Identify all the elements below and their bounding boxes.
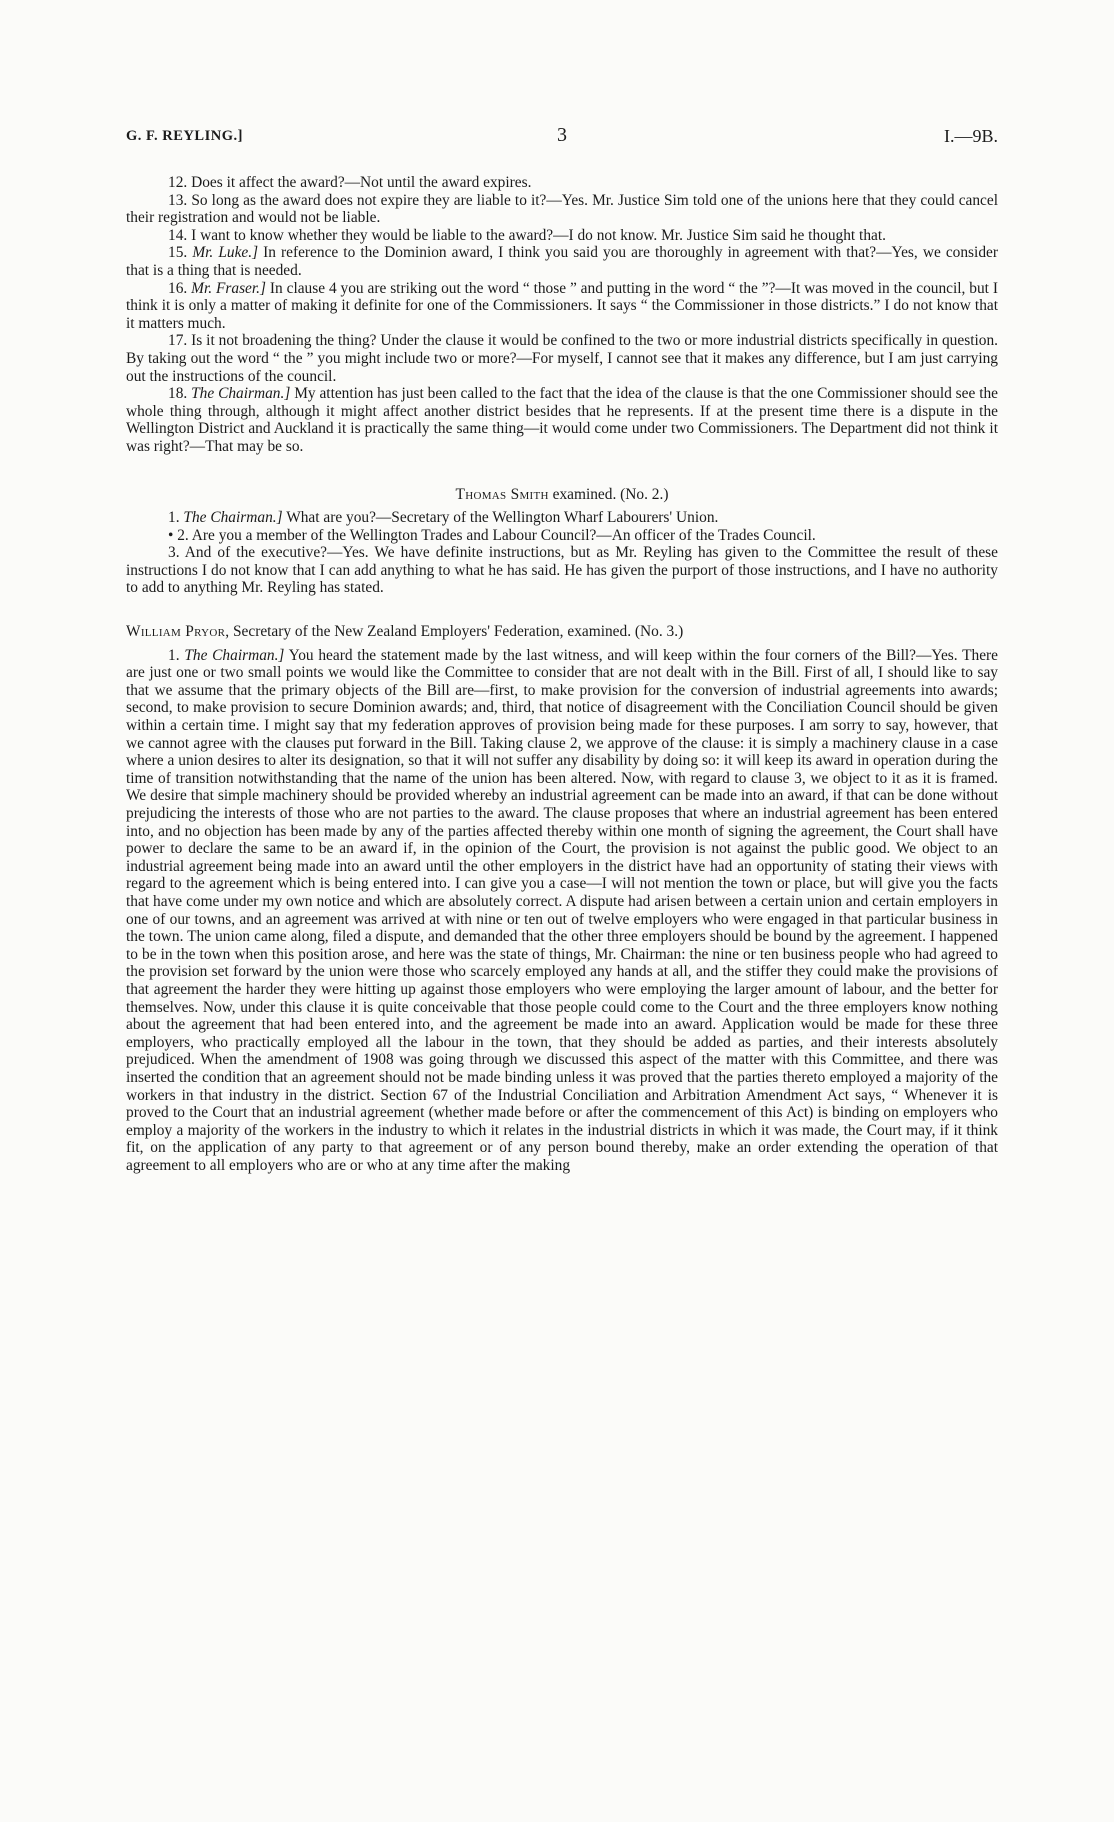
answer-text: Is it not broadening the thing? Under the clause it would be confined to the two or more industrial districts specifically in question. By taking out the word “ the ” you might include two or more?—For myself, I cannot see that it makes any difference, but I am just carrying out the instructions of the council.	[126, 332, 998, 385]
question-number: 18.	[168, 385, 188, 403]
page-header	[126, 124, 998, 154]
question-paragraph	[126, 192, 998, 227]
answer-text: So long as the award does not expire they are liable to it?—Yes. Mr. Justice Sim told one of the unions here that they could cancel their registration and would not be liable.	[126, 191, 998, 227]
witness-name: William Pryor	[126, 623, 226, 641]
reyling-testimony	[126, 174, 998, 456]
speaker-label: Mr. Fraser.]	[191, 279, 267, 297]
question-number: 13.	[168, 191, 188, 209]
question-paragraph	[126, 647, 998, 1175]
question-paragraph	[126, 509, 998, 527]
question-number: 14.	[168, 226, 188, 244]
answer-text: And of the executive?—Yes. We have definite instructions, but as Mr. Reyling has given to the Committee the result of these instructions I do not know that I can add anything to what he has said. He has given the purport of those instructions, and I have no authority to add to anything Mr. Reyling has stated.	[126, 544, 998, 597]
speaker-label: The Chairman.]	[184, 646, 285, 664]
question-number: 3.	[168, 544, 180, 562]
question-paragraph	[126, 174, 998, 192]
page-number: 3	[557, 124, 567, 146]
document-reference: I.—9B.	[944, 126, 998, 146]
question-paragraph	[126, 544, 998, 597]
speaker-label: Mr. Luke.]	[192, 244, 259, 262]
answer-text: Are you a member of the Wellington Trades and Labour Council?—An officer of the Trades Council.	[191, 526, 816, 544]
question-paragraph	[126, 244, 998, 279]
smith-testimony	[126, 509, 998, 597]
question-paragraph	[126, 227, 998, 245]
document-body	[126, 174, 998, 1174]
pryor-testimony	[126, 647, 998, 1175]
witness-heading-rest: , Secretary of the New Zealand Employers' Federation, examined. (No. 3.)	[225, 623, 684, 641]
question-paragraph	[126, 527, 998, 545]
question-paragraph	[126, 332, 998, 385]
answer-text: In reference to the Dominion award, I think you said you are thoroughly in agreement with that?—Yes, we consider that is a thing that is needed.	[126, 244, 998, 279]
question-number: 1.	[168, 646, 180, 664]
answer-text: In clause 4 you are striking out the word “ those ” and putting in the word “ the ”?—It was moved in the council, but I think it is only a matter of making it definite for one of the Commissioners. It says “ the Commissioner in those districts.” I do not know that it matters much.	[126, 279, 998, 332]
question-number: 1.	[168, 509, 180, 527]
question-number: 15.	[168, 244, 188, 262]
answer-text: My attention has just been called to the fact that the idea of the clause is that the one Commissioner should see the whole thing through, although it might affect another district besides that he represents. If at the present time there is a dispute in the Wellington District and Auckland it is practically the same thing—it would come under two Commissioners. The Department did not think it was right?—That may be so.	[126, 385, 998, 455]
answer-text: I want to know whether they would be liable to the award?—I do not know. Mr. Justice Sim said he thought that.	[191, 226, 886, 244]
witness-name: Thomas Smith	[455, 485, 549, 503]
question-number: 16.	[168, 279, 188, 297]
witness-heading-rest: examined. (No. 2.)	[548, 485, 669, 503]
speaker-label: The Chairman.]	[183, 509, 283, 527]
speaker-label: The Chairman.]	[191, 385, 291, 403]
witness-heading	[126, 486, 998, 504]
question-number: 12.	[168, 174, 188, 191]
answer-text: Does it affect the award?—Not until the award expires.	[191, 174, 532, 191]
witness-heading	[126, 623, 998, 641]
answer-text: You heard the statement made by the last witness, and will keep within the four corners of the Bill?—Yes. There are just one or two small points we would like the Committee to consider that are not dealt with in the Bill. First of all, I should like to say that we assume that the primary objects of the Bill are—first, to make provision for the conversion of industrial agreements into awards; second, to make provision to secure Dominion awards; and, third, that notice of disagreement with the Conciliation Council should be given within a certain time. I might say that my federation approves of provision being made for these purposes. I am sorry to say, however, that we cannot agree with the clauses put forward in the Bill. Taking clause 2, we approve of the clause: it is simply a machinery clause in a case where a union desires to alter its designation, so that it will not suffer any disability by doing so: it will keep its award in operation during the time of transition notwithstanding that the name of the union has been altered. Now, with regard to clause 3, we object to it as it is framed. We desire that simple machinery should be provided whereby an industrial agreement can be made into an award, if that can be done without prejudicing the interests of those who are not parties to the award. The clause proposes that where an industrial agreement has been entered into, and no objection has been made by any of the parties affected thereby within one month of signing the agreement, the Court shall have power to declare the same to be an award if, in the opinion of the Court, the provision is not against the public good. We object to an industrial agreement being made into an award until the other employers in the district have had an opportunity of stating their views with regard to the agreement which is being entered into. I can give you a case—I will not mention the town or place, but will give you the facts that have come under my own notice and which are absolutely correct. A dispute had arisen between a certain union and certain employers in one of our towns, and an agreement was arrived at with nine or ten out of twelve employers who were engaged in that particular business in the town. The union came along, filed a dispute, and demanded that the other three employers should be bound by the agreement. I happened to be in the town when this position arose, and here was the state of things, Mr. Chairman: the nine or ten business people who had agreed to the provision set forward by the union were those who scarcely employed any hands at all, and the stiffer they could make the provisions of that agreement the harder they were hitting up against those employers who were employing the larger amount of labour, and the better for themselves. Now, under this clause it is quite conceivable that those people could come to the Court and the three employers know nothing about the agreement that had been entered into, and the agreement be made into an award. Application would be made for these three employers, who practically employed all the labour in the town, that they should be added as parties, and their interests absolutely prejudiced. When the amendment of 1908 was going through we discussed this aspect of the matter with this Committee, and there was inserted the condition that an agreement should not be made binding unless it was proved that the parties thereto employed a majority of the workers in that industry in the district. Section 67 of the Industrial Conciliation and Arbitration Amendment Act says, “ Whenever it is proved to the Court that an industrial agreement (whether made before or after the commencement of this Act) is binding on employers who employ a majority of the workers in the industry to which it relates in the industrial districts in which it was made, the Court may, if it think fit, on the application of any party to that agreement or of any person bound thereby, make an order extending the operation of that agreement to all employers who are or who at any time after the making	[126, 646, 999, 1174]
question-paragraph	[126, 280, 998, 333]
header-witness-name: G. F. REYLING.]	[126, 128, 243, 144]
question-number: • 2.	[168, 526, 189, 544]
question-number: 17.	[168, 332, 188, 350]
answer-text: What are you?—Secretary of the Wellington Wharf Labourers' Union.	[286, 509, 719, 527]
question-paragraph	[126, 385, 998, 455]
